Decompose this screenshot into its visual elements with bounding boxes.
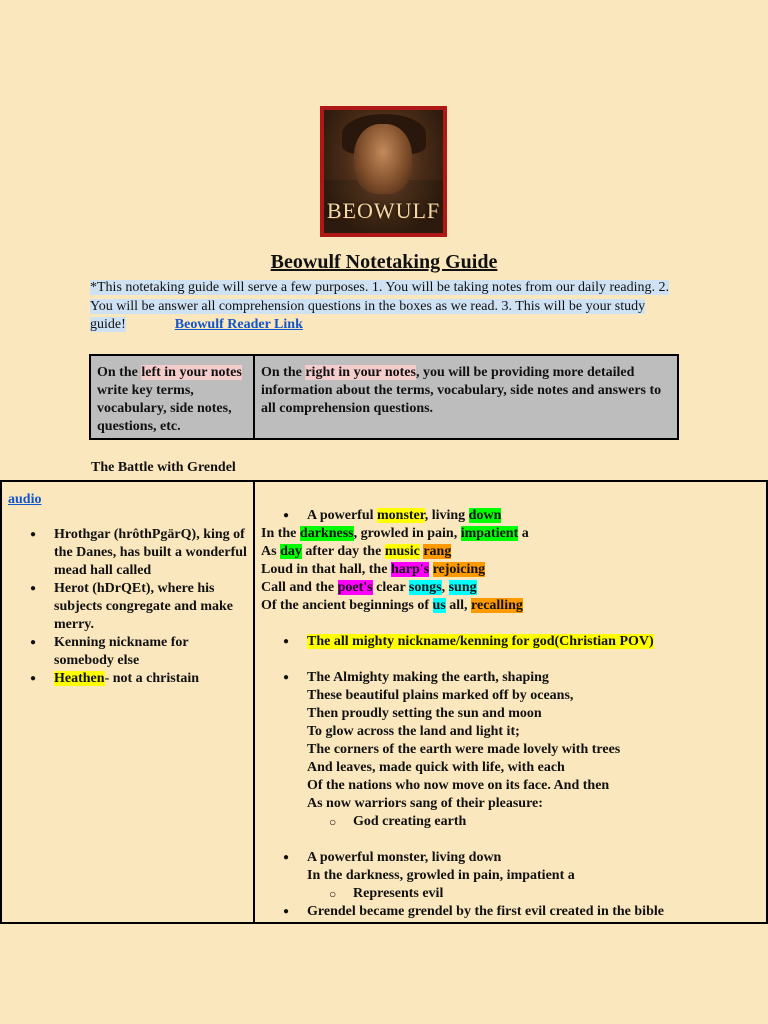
section-heading: The Battle with Grendel bbox=[91, 460, 236, 475]
grendel-note: ● Grendel became grendel by the first evil created in the bible bbox=[261, 903, 760, 921]
beowulf-cover-image bbox=[320, 106, 447, 237]
right-notes-column bbox=[255, 482, 766, 922]
poem-excerpt-1 bbox=[261, 507, 760, 615]
poem-line: To glow across the land and light it; bbox=[307, 724, 520, 739]
instructions-left-cell: On the left in your notes write key terms, vocabulary, side notes, questions, etc. bbox=[91, 356, 255, 438]
poem-line: And leaves, made quick with life, with each bbox=[307, 760, 565, 775]
audio-link[interactable]: audio bbox=[8, 492, 42, 507]
heathen-term: Heathen bbox=[54, 671, 105, 686]
poem-line: ● The Almighty making the earth, shaping bbox=[261, 669, 760, 687]
poem-excerpt-2 bbox=[261, 669, 760, 831]
poem-line: The corners of the earth were made lovely with trees bbox=[307, 742, 621, 757]
beowulf-reader-link[interactable]: Beowulf Reader Link bbox=[174, 317, 303, 332]
instructions-table bbox=[89, 354, 679, 440]
list-item: ● Kenning nickname for somebody else bbox=[54, 634, 247, 670]
poem-line: Loud in that hall, the harp's rejoicing bbox=[261, 562, 486, 577]
instructions-right-cell: On the right in your notes, you will be providing more detailed information about the terms, vocabulary, side notes and answers to all comprehension questions. bbox=[261, 365, 662, 416]
poem-line: As day after day the music rang bbox=[261, 544, 452, 559]
poem-line: As now warriors sang of their pleasure: bbox=[307, 796, 543, 811]
poem-line: Of the nations who now move on its face. And then bbox=[307, 778, 610, 793]
poem-line: ● A powerful monster, living down bbox=[261, 507, 760, 525]
list-item: ● Herot (hDrQEt), where his subjects congregate and make merry. bbox=[54, 580, 247, 634]
notes-table bbox=[0, 480, 768, 924]
poem-line: Of the ancient beginnings of us all, recalling bbox=[261, 598, 523, 613]
intro-paragraph bbox=[90, 279, 680, 335]
poem-line: These beautiful plains marked off by oceans, bbox=[307, 688, 574, 703]
kenning-note: ● The all mighty nickname/kenning for god(Christian POV) bbox=[261, 633, 760, 651]
page-title: Beowulf Notetaking Guide bbox=[270, 251, 498, 273]
intro-text: *This notetaking guide will serve a few purposes. 1. You will be taking notes from our daily reading. 2. You will be answer all comprehension questions in the boxes as we read. 3. This will be your study guide! bbox=[90, 280, 669, 332]
sub-note: ○ Represents evil bbox=[261, 885, 760, 903]
cover-logo: BEOWULF bbox=[326, 198, 441, 223]
poem-line: In the darkness, growled in pain, impatient a bbox=[307, 868, 575, 883]
poem-line: ● A powerful monster, living down bbox=[261, 849, 760, 867]
poem-line: In the darkness, growled in pain, impatient a bbox=[261, 526, 529, 541]
list-item: ● Heathen- not a christain bbox=[54, 670, 247, 688]
poem-line: Call and the poet's clear songs, sung bbox=[261, 580, 477, 595]
poem-line: Then proudly setting the sun and moon bbox=[307, 706, 542, 721]
list-item: ● Hrothgar (hrôthPgärQ), king of the Danes, has built a wonderful mead hall called bbox=[54, 526, 247, 580]
left-notes-column bbox=[2, 482, 255, 922]
poem-excerpt-3 bbox=[261, 849, 760, 921]
sub-note: ○ God creating earth bbox=[261, 813, 760, 831]
